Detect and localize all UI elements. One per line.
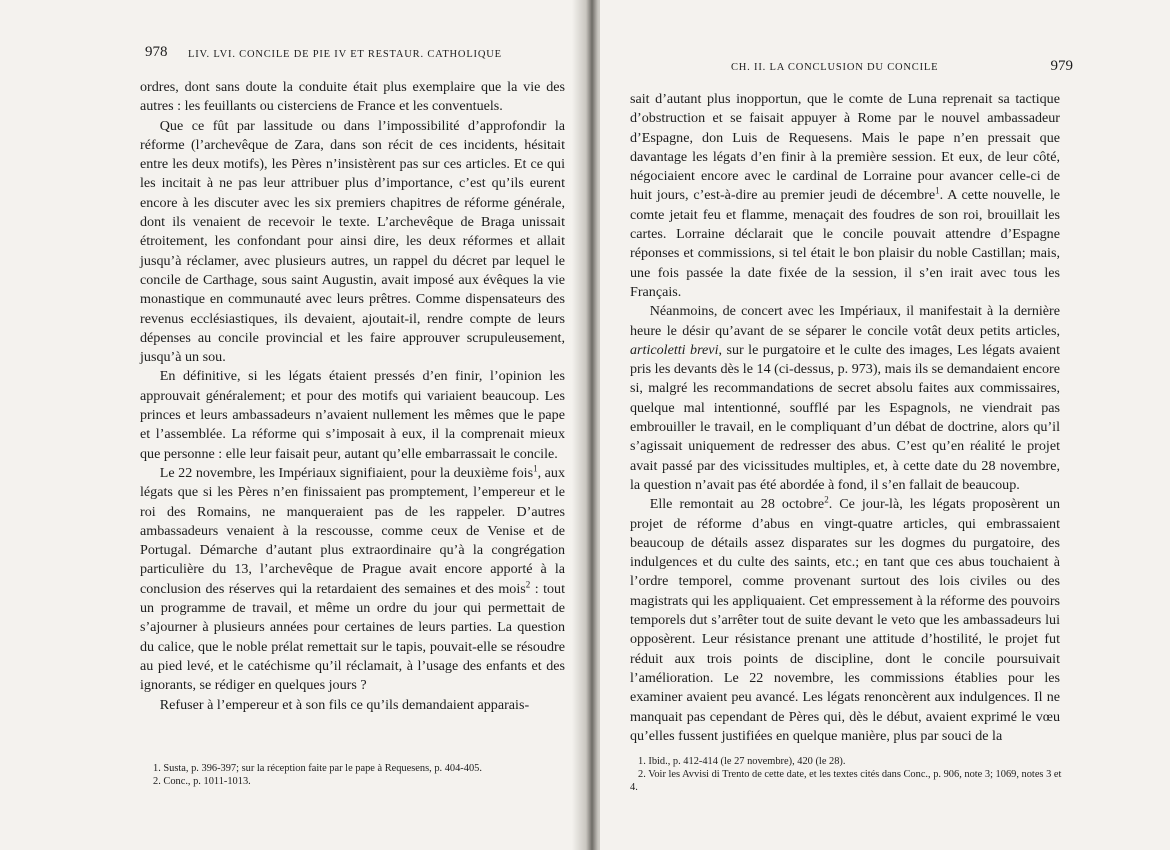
- right-page: [600, 0, 1170, 850]
- text-run: , sur le purgatoire et le culte des images, Les légats avaient pris les devants dès le 14 (ci-dessus, p. 973), mais ils se demandaient encore si, malgré les recommandations de secret absolu faites aux commissaires, quelque mal intentionné, soufflé par les Espagnols, ne viendrait pas embrouiller le travail, en le compliquant d’un débat de doctrine, alors qu’il s’agissait uniquement de redresser des abus. C’est qu’en réalité le projet avait passé par des vicissitudes multiples, et, à cette date du 28 novembre, la question n’avait pas été abordée à fond, il s’en fallait de beaucoup.: [630, 341, 1060, 493]
- footnote: 2. Conc., p. 1011-1013.: [153, 776, 251, 787]
- paragraph: [140, 117, 565, 368]
- left-page-number: 978: [145, 44, 168, 60]
- text-run: Elle remontait au 28 octobre: [649, 496, 825, 513]
- paragraph: [140, 78, 565, 117]
- text-run: Le 22 novembre, les Impériaux signifiaient, pour la deuxième fois: [159, 464, 534, 481]
- left-footnotes: [145, 762, 565, 788]
- footnote-marker: 2: [525, 579, 531, 590]
- left-running-head: LIV. LVI. CONCILE DE PIE IV ET RESTAUR. CATHOLIQUE: [188, 49, 502, 60]
- paragraph: [140, 696, 565, 715]
- footnote: 2. Voir les Avvisi di Trento de cette date, et les textes cités dans Conc., p. 906, note 3; 1069, notes 3 et 4.: [630, 769, 1062, 793]
- text-run: En définitive, si les légats étaient pressés d’en finir, l’opinion les approuvait généralement; et pour des motifs qui variaient beaucoup. Les princes et leurs ambassadeurs n’avaient nullement les mêmes que le pape et l’assemblée. La réforme qui s’imposait à eux, il la comprenait mieux que personne : elle leur faisait peur, autant qu’elle embarrassait le concile.: [140, 368, 565, 462]
- footnote: 1. Susta, p. 396-397; sur la réception faite par le pape à Requesens, p. 404-405.: [153, 763, 482, 774]
- right-page-number: 979: [1050, 58, 1073, 74]
- left-body-text: [140, 78, 565, 715]
- text-run: sait d’autant plus inopportun, que le comte de Luna reprenait sa tactique d’obstruction et se faisait appuyer à Rome par le nouvel ambassadeur d’Espagne, don Luis de Requesens. Mais le pape n’en pressait que davantage les légats d’en finir à la première session. Et eux, de leur côté, négociaient encore avec le cardinal de Lorraine pour avancer celle-ci de huit jours, c’est-à-dire au premier jeudi de décembre: [630, 91, 1060, 204]
- paragraph: [140, 464, 565, 696]
- paragraph: [630, 495, 1060, 746]
- footnote: 1. Ibid., p. 412-414 (le 27 novembre), 420 (le 28).: [638, 756, 846, 767]
- footnote-marker: 1: [935, 185, 940, 196]
- left-running-header: [140, 44, 570, 64]
- right-running-header: [630, 58, 1073, 78]
- text-run: ordres, dont sans doute la conduite était plus exemplaire que la vie des autres : les feuillants ou cisterciens de France et les conventuels.: [140, 79, 565, 115]
- paragraph: [630, 90, 1060, 302]
- right-running-head: CH. II. LA CONCLUSION DU CONCILE: [731, 62, 939, 73]
- text-run: . A cette nouvelle, le comte jetait feu et flamme, menaçait des foudres de son roi, brouillait les cartes. Lorraine déclarait que le concile pouvait attendre d’Espagne réponses et commissions, si tel était le bon plaisir du noble Castillan; mais, une fois passée la date fixée de la session, il s’en irait avec tous les Français.: [630, 187, 1060, 300]
- text-run: articoletti brevi: [630, 341, 719, 358]
- text-run: . Ce jour-là, les légats proposèrent un projet de réforme d’abus en vingt-quatre articles, qui embrassaient beaucoup de détails assez disparates sur les dogmes du purgatoire, des indulgences et du culte des saints, etc.; en tant que ces abus touchaient à l’ordre temporel, comme provenant surtout des lois civiles ou des magistrats qui les appliquaient. Cet empressement à la réforme des pouvoirs temporels dut s’arrêter tout de suite devant le veto que les ambassadeurs lui opposèrent. Leur résistance prenant une attitude d’hostilité, le projet fut réduit aux trois points de discipline, dont le concile poursuivait l’amélioration. Le 22 novembre, les commissions établies pour les examiner avaient peu avancé. Les légats renoncèrent aux indulgences. Il ne manquait pas cependant de Pères qui, dès le début, avaient exprimé le vœu qu’elles fussent justifiées en quelque manière, plus par souci de la: [630, 496, 1060, 744]
- paragraph: [140, 367, 565, 463]
- text-run: : tout un programme de travail, et même un ordre du jour qui permettait de s’ajourner à plusieurs années pour certaines de leurs parties. La question du calice, que le noble prélat remettait sur le tapis, pouvait-elle se résoudre au pied levé, et le catéchisme qu’il réclamait, à l’usage des enfants et des ignorants, se rédiger en quelques jours ?: [140, 580, 566, 694]
- right-footnotes: [630, 755, 1070, 794]
- text-run: Que ce fût par lassitude ou dans l’impossibilité d’approfondir la réforme (l’archevêque de Zara, dans son récit de ces incidents, hésitait entre les deux motifs), les Pères n’insistèrent pas sur ces articles. Et ce qui les incitait à ne pas leur attribuer plus d’importance, c’est qu’ils eurent encore à les discuter avec les six premiers chapitres de réforme générale, dont ils venaient de recevoir le texte. L’archevêque de Braga unissait étroitement, les confondant pour ainsi dire, les deux réformes et allait jusqu’à réclamer, avec plusieurs autres, un rappel du décret par lequel le concile de Carthage, sous saint Augustin, avait imposé aux évêques la vie monastique en communauté avec leurs prêtres. Comme dispensateurs des revenus ecclésiastiques, ils devaient, ajoutait-il, rendre compte de leurs dépenses au concile provincial et les faire approuver scrupuleusement, jusqu’à un sou.: [140, 117, 565, 366]
- footnote-marker: 1: [533, 463, 538, 474]
- paragraph: [630, 302, 1060, 495]
- right-body-text: [630, 90, 1060, 746]
- text-run: , aux légats que si les Pères n’en finissaient pas promptement, l’empereur et le roi des Romains, ne manqueraient pas de les rappeler. D’autres ambassadeurs venaient à la rescousse, comme ceux de Venise et de Portugal. Démarche d’autant plus extraordinaire qu’à la congrégation particulière du 13, l’archevêque de Prague avait encore apporté à la conclusion des réserves qui la retardaient des semaines et des mois: [140, 464, 565, 597]
- text-run: Néanmoins, de concert avec les Impériaux, il manifestait à la dernière heure le désir qu’avant de se séparer le concile votât deux petits articles,: [630, 303, 1060, 339]
- footnote-marker: 2: [824, 494, 829, 505]
- text-run: Refuser à l’empereur et à son fils ce qu’ils demandaient apparais-: [159, 696, 530, 713]
